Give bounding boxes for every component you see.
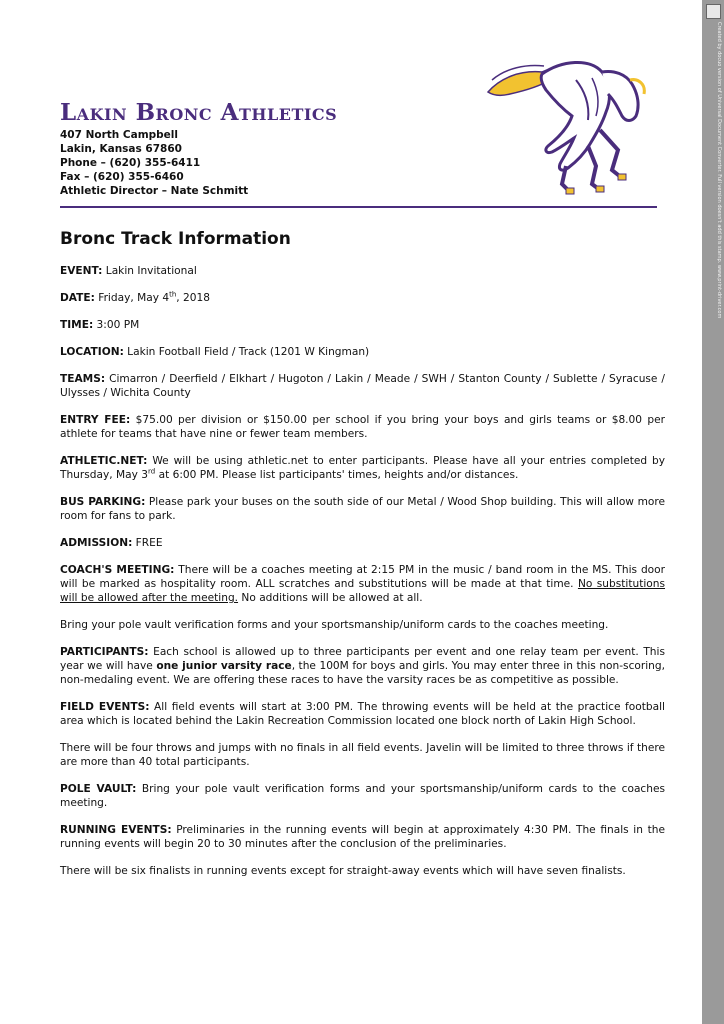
director-line: Athletic Director – Nate Schmitt [60, 185, 249, 197]
bronco-horse-icon [480, 50, 680, 200]
header-divider [60, 206, 657, 208]
entry-fee-paragraph [60, 413, 665, 441]
field-events-label: FIELD EVENTS: [60, 701, 150, 713]
athletic-net-text-end: at 6:00 PM. Please list participants' times, heights and/or distances. [155, 469, 519, 481]
running-events-label: RUNNING EVENTS: [60, 824, 172, 836]
running-events-value: Preliminaries in the running events will begin at approximately 4:30 PM. The finals in the running events will begin 20 to 30 minutes after the conclusion of the preliminaries. [60, 824, 665, 850]
address-line-1: 407 North Campbell [60, 129, 178, 141]
pole-vault-label: POLE VAULT: [60, 783, 137, 795]
converter-stamp-text: Created by docuo version of Universal Document Converter. Full version doesn't add this stamp. www.print-driver.com [716, 22, 722, 319]
athletic-net-suffix: rd [148, 467, 156, 476]
pole-vault-value: Bring your pole vault verification forms and your sportsmanship/uniform cards to the coaches meeting. [60, 783, 666, 809]
pole-vault-paragraph [60, 782, 665, 810]
admission-paragraph [60, 536, 665, 550]
coaches-meeting-text-end: No additions will be allowed at all. [238, 592, 423, 604]
time-value: 3:00 PM [93, 319, 140, 331]
field-events-paragraph [60, 700, 665, 728]
coaches-meeting-label: COACH'S MEETING: [60, 564, 175, 576]
event-value: Lakin Invitational [102, 265, 197, 277]
teams-paragraph [60, 372, 665, 400]
bring-forms-paragraph: Bring your pole vault verification forms and your sportsmanship/uniform cards to the coaches meeting. [60, 619, 609, 631]
finalists-paragraph: There will be six finalists in running events except for straight-away events which will have seven finalists. [60, 865, 626, 877]
date-label: DATE: [60, 292, 95, 304]
converter-stamp-icon [706, 4, 721, 19]
bus-parking-label: BUS PARKING: [60, 496, 146, 508]
throws-paragraph: There will be four throws and jumps with no finals in all field events. Javelin will be limited to three throws if there are more than 40 total participants. [60, 742, 665, 768]
date-year: , 2018 [176, 292, 210, 304]
athletic-net-paragraph [60, 454, 665, 482]
bus-parking-value: Please park your buses on the south side of our Metal / Wood Shop building. This will allow more room for fans to park. [60, 496, 666, 522]
time-label: TIME: [60, 319, 94, 331]
athletic-net-label: ATHLETIC.NET: [60, 455, 148, 467]
address-line-2: Lakin, Kansas 67860 [60, 143, 182, 155]
document-body [60, 264, 665, 878]
org-title: Lakin Bronc Athletics [60, 99, 338, 126]
location-label: LOCATION: [60, 346, 124, 358]
contact-block [60, 128, 248, 198]
teams-value: Cimarron / Deerfield / Elkhart / Hugoton / Lakin / Meade / SWH / Stanton County / Sublette / Syracuse / Ulysses / Wichita County [60, 373, 665, 399]
event-paragraph [60, 264, 665, 278]
entry-fee-value: $75.00 per division or $150.00 per school if you bring your boys and girls teams or $8.00 per athlete for teams that have nine or fewer team members. [60, 414, 666, 440]
date-paragraph [60, 291, 665, 305]
participants-paragraph [60, 645, 665, 687]
athletic-net-text: We will be using athletic.net to enter participants. Please have all your entries completed by Thursday, May 3 [60, 455, 665, 481]
admission-label: ADMISSION: [60, 537, 133, 549]
event-label: EVENT: [60, 265, 103, 277]
participants-text-end: , the 100M for boys and girls. You may enter three in this non-scoring, non-medaling event. We are offering these races to have the varsity races be as competitive as possible. [60, 660, 665, 686]
participants-jv-race: one junior varsity race [156, 660, 292, 672]
location-paragraph [60, 345, 665, 359]
date-suffix: th [169, 290, 177, 299]
running-events-paragraph [60, 823, 665, 851]
coaches-meeting-paragraph [60, 563, 665, 605]
teams-label: TEAMS: [60, 373, 106, 385]
field-events-value: All field events will start at 3:00 PM. The throwing events will be held at the practice football area which is located behind the Lakin Recreation Commission located one block north of Lakin High School. [60, 701, 665, 727]
time-paragraph [60, 318, 665, 332]
phone-line: Phone – (620) 355-6411 [60, 157, 201, 169]
converter-stamp-sidebar [702, 0, 724, 1024]
entry-fee-label: ENTRY FEE: [60, 414, 131, 426]
date-value: Friday, May 4 [94, 292, 170, 304]
coaches-meeting-text: There will be a coaches meeting at 2:15 PM in the music / band room in the MS. This door will be marked as hospitality room. ALL scratches and substitutions will be made at that time. [60, 564, 665, 590]
fax-line: Fax – (620) 355-6460 [60, 171, 184, 183]
admission-value: FREE [132, 537, 163, 549]
participants-label: PARTICIPANTS: [60, 646, 149, 658]
coaches-meeting-underline: No substitutions will be allowed after the meeting. [60, 578, 666, 604]
participants-text: Each school is allowed up to three participants per event and one relay team per event. This year we will have [60, 646, 665, 672]
location-value: Lakin Football Field / Track (1201 W Kingman) [123, 346, 370, 358]
bus-parking-paragraph [60, 495, 665, 523]
document-title: Bronc Track Information [60, 229, 291, 249]
